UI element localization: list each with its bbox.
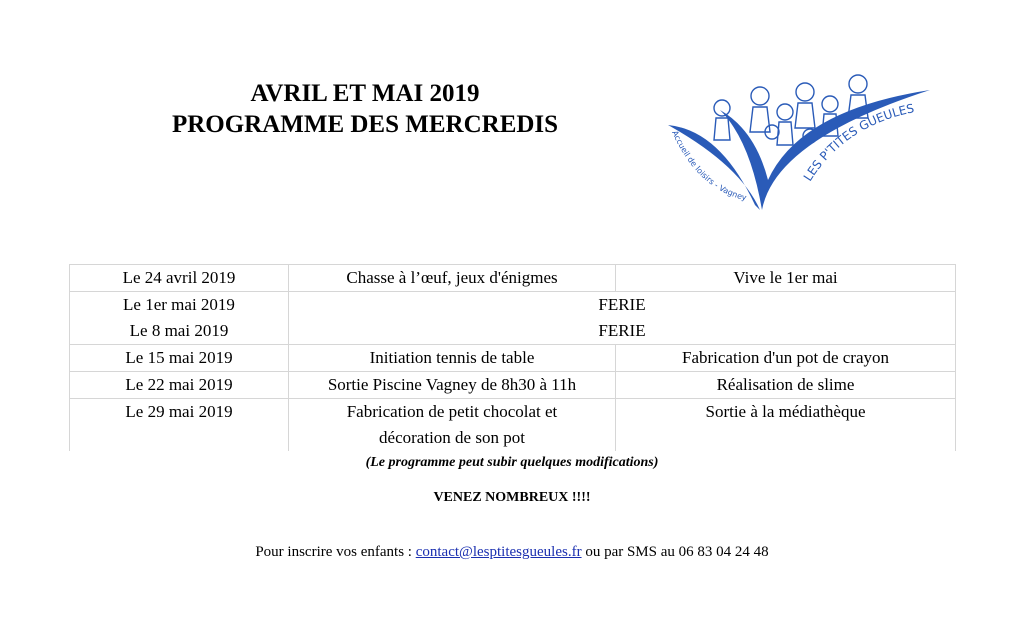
schedule-table	[69, 264, 956, 451]
holiday-cell	[289, 292, 956, 345]
contact-email-link[interactable]: contact@lesptitesgueules.fr	[415, 544, 582, 560]
activity-cell: Chasse à l’œuf, jeux d'énigmes	[289, 265, 616, 292]
date-cell: Le 29 mai 2019	[70, 399, 289, 452]
activity-cell: Fabrication d'un pot de crayon	[616, 345, 956, 372]
program-note: (Le programme peut subir quelques modifications)	[365, 455, 659, 470]
contact-line	[0, 544, 1024, 561]
title-line-2: PROGRAMME DES MERCREDIS	[171, 111, 559, 138]
activity-cell: Sortie à la médiathèque	[616, 399, 956, 452]
date-cell-line: Le 8 mai 2019	[129, 321, 229, 340]
page-title	[100, 78, 630, 140]
contact-suffix: ou par SMS au 06 83 04 24 48	[581, 544, 769, 560]
date-cell	[70, 292, 289, 345]
activity-cell: Sortie Piscine Vagney de 8h30 à 11h	[289, 372, 616, 399]
call-to-action: VENEZ NOMBREUX !!!!	[433, 490, 591, 505]
contact-prefix: Pour inscrire vos enfants :	[255, 544, 416, 560]
logo-name: LES P'TITES GUEULES	[800, 101, 916, 184]
activity-line: Fabrication de petit chocolat et	[346, 402, 558, 421]
date-cell: Le 22 mai 2019	[70, 372, 289, 399]
date-cell: Le 15 mai 2019	[70, 345, 289, 372]
table-row	[70, 399, 956, 452]
logo	[660, 70, 940, 220]
activity-cell	[289, 399, 616, 452]
title-line-1: AVRIL ET MAI 2019	[250, 80, 480, 107]
activity-cell: Vive le 1er mai	[616, 265, 956, 292]
activity-cell: Initiation tennis de table	[289, 345, 616, 372]
holiday-label: FERIE	[598, 321, 646, 340]
holiday-label: FERIE	[598, 295, 646, 314]
table-row	[70, 292, 956, 345]
table-row	[70, 372, 956, 399]
date-cell: Le 24 avril 2019	[70, 265, 289, 292]
date-cell-line: Le 1er mai 2019	[123, 295, 235, 314]
activity-line: décoration de son pot	[379, 428, 525, 447]
table-row	[70, 345, 956, 372]
logo-subtitle: Accueil de loisirs - Vagney	[670, 129, 748, 203]
activity-cell: Réalisation de slime	[616, 372, 956, 399]
table-row	[70, 265, 956, 292]
